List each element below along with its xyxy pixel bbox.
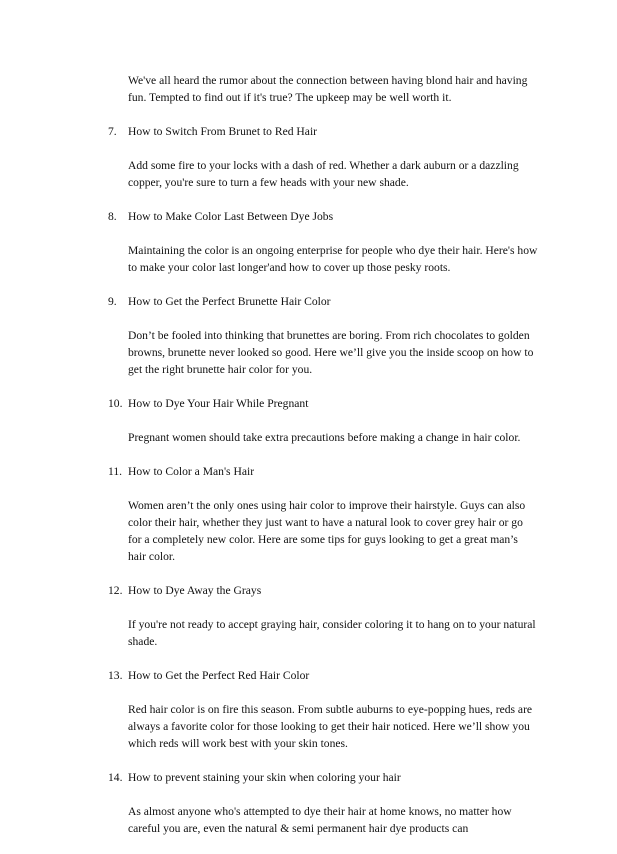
item-number: 14. (108, 771, 123, 784)
list-item-heading (108, 463, 538, 480)
item-title: How to Get the Perfect Brunette Hair Color (128, 295, 331, 308)
item-description: If you're not ready to accept graying hair, consider coloring it to hang on to your natural shade. (128, 618, 536, 648)
list-item-heading (108, 208, 538, 225)
item-title: How to Switch From Brunet to Red Hair (128, 125, 318, 138)
item-description: Add some fire to your locks with a dash of red. Whether a dark auburn or a dazzling copper, you're sure to turn a few heads with your new shade. (128, 159, 519, 189)
item-description: Don’t be fooled into thinking that brunettes are boring. From rich chocolates to golden browns, brunette never looked so good. Here we’ll give you the inside scoop on how to get the right brunette hair color for you. (128, 329, 534, 376)
list-item-heading (108, 667, 538, 684)
item-number: 10. (108, 397, 123, 410)
list-item-heading (108, 769, 538, 786)
item-description: Maintaining the color is an ongoing enterprise for people who dye their hair. Here's how to make your color last longer'and how to cover up those pesky roots. (128, 244, 538, 274)
document-content (108, 72, 538, 854)
item-title: How to Color a Man's Hair (128, 465, 255, 478)
item-description: Women aren’t the only ones using hair color to improve their hairstyle. Guys can also color their hair, whether they just want to have a natural look to cover grey hair or go for a completely new color. Here are some tips for guys looking to get a great man’s hair color. (128, 499, 526, 563)
item-title: How to Dye Away the Grays (128, 584, 262, 597)
list-item-heading (108, 395, 538, 412)
item-number: 13. (108, 669, 123, 682)
item-description: Red hair color is on fire this season. From subtle auburns to eye-popping hues, reds are always a favorite color for those looking to get their hair noticed. Here we’ll show you which reds will work best with your skin tones. (128, 703, 533, 750)
item-number: 7. (108, 125, 117, 138)
item-number: 8. (108, 210, 117, 223)
item-title: How to Get the Perfect Red Hair Color (128, 669, 310, 682)
item-title: How to Dye Your Hair While Pregnant (128, 397, 309, 410)
list-item-heading (108, 293, 538, 310)
item-description: Pregnant women should take extra precautions before making a change in hair color. (128, 431, 521, 444)
list-item-heading (108, 123, 538, 140)
intro-paragraph: We've all heard the rumor about the connection between having blond hair and having fun. Tempted to find out if it's true? The upkeep may be well worth it. (128, 74, 528, 104)
list-item-heading (108, 582, 538, 599)
item-number: 12. (108, 584, 123, 597)
item-number: 11. (108, 465, 123, 478)
item-description: As almost anyone who's attempted to dye their hair at home knows, no matter how careful you are, even the natural & semi permanent hair dye products can (128, 805, 512, 835)
item-title: How to prevent staining your skin when coloring your hair (128, 771, 401, 784)
item-title: How to Make Color Last Between Dye Jobs (128, 210, 334, 223)
item-number: 9. (108, 295, 117, 308)
